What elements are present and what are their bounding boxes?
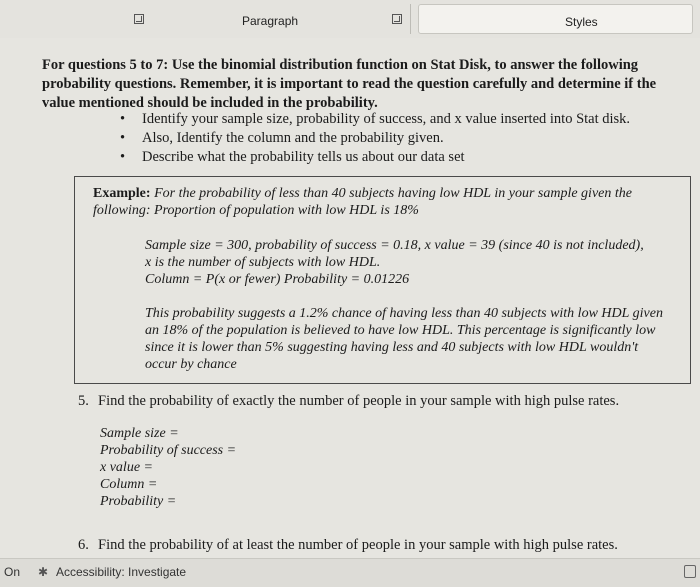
styles-label: Styles — [565, 15, 598, 29]
x-value-field[interactable]: x value = — [100, 460, 153, 475]
bullet-item-3: • Describe what the probability tells us about our data set — [120, 148, 630, 167]
question-6-number: 6. — [78, 537, 89, 553]
status-bar — [0, 558, 700, 587]
probability-field[interactable]: Probability = — [100, 494, 177, 509]
accessibility-status-button[interactable] — [38, 565, 186, 579]
question-5-number: 5. — [78, 393, 89, 409]
example-calc-line-1: Sample size = 300, probability of success = 0.18, x value = 39 (since 40 is not included), — [145, 238, 644, 253]
question-6-text: Find the probability of at least the number of people in your sample with high pulse rates. — [98, 537, 618, 553]
intro-paragraph: For questions 5 to 7: Use the binomial distribution function on Stat Disk, to answer the following probability questions. Remember, it is important to read the question carefully and determine if the value mentioned should be included in the probability. — [42, 57, 657, 111]
ribbon — [0, 0, 700, 39]
accessibility-label: Accessibility: Investigate — [56, 565, 187, 579]
answer-fields — [100, 425, 236, 510]
example-calc-line-3: Column = P(x or fewer) Probability = 0.01226 — [145, 272, 410, 287]
example-interpretation: This probability suggests a 1.2% chance of having less than 40 subjects with low HDL given an 18% of the population is believed to have low HDL. This percentage is significantly low since it is lower than 5% suggesting having less and 40 subjects with low HDL wouldn't occur by chance — [145, 306, 663, 372]
styles-dialog-launcher-icon[interactable] — [392, 14, 402, 24]
paragraph-dialog-launcher-icon[interactable] — [134, 14, 144, 24]
example-prompt: For the probability of less than 40 subjects having low HDL in your sample given the following: Proportion of population with low HDL is 18% — [93, 186, 632, 218]
example-heading — [93, 185, 673, 219]
view-mode-icon[interactable] — [684, 565, 696, 578]
question-5-text: Find the probability of exactly the number of people in your sample with high pulse rates. — [98, 393, 620, 409]
sample-size-field[interactable]: Sample size = — [100, 426, 179, 441]
document-page[interactable] — [0, 38, 700, 558]
styles-pane-button[interactable] — [418, 4, 693, 34]
probability-success-field[interactable]: Probability of success = — [100, 443, 237, 458]
paragraph-group-label: Paragraph — [242, 14, 299, 28]
accessibility-icon: ✱ — [38, 565, 49, 579]
status-on-label: On — [4, 565, 21, 579]
instruction-bullet-list — [120, 110, 630, 167]
example-calc-line-2: x is the number of subjects with low HDL. — [145, 255, 381, 270]
ribbon-separator — [410, 4, 411, 34]
column-field[interactable]: Column = — [100, 477, 158, 492]
example-calculation — [145, 237, 675, 288]
example-box — [74, 176, 691, 384]
bullet-item-2: • Also, Identify the column and the probability given. — [120, 129, 630, 148]
bullet-item-1: • Identify your sample size, probability of success, and x value inserted into Stat disk. — [120, 110, 630, 129]
example-label: Example: — [93, 186, 151, 201]
